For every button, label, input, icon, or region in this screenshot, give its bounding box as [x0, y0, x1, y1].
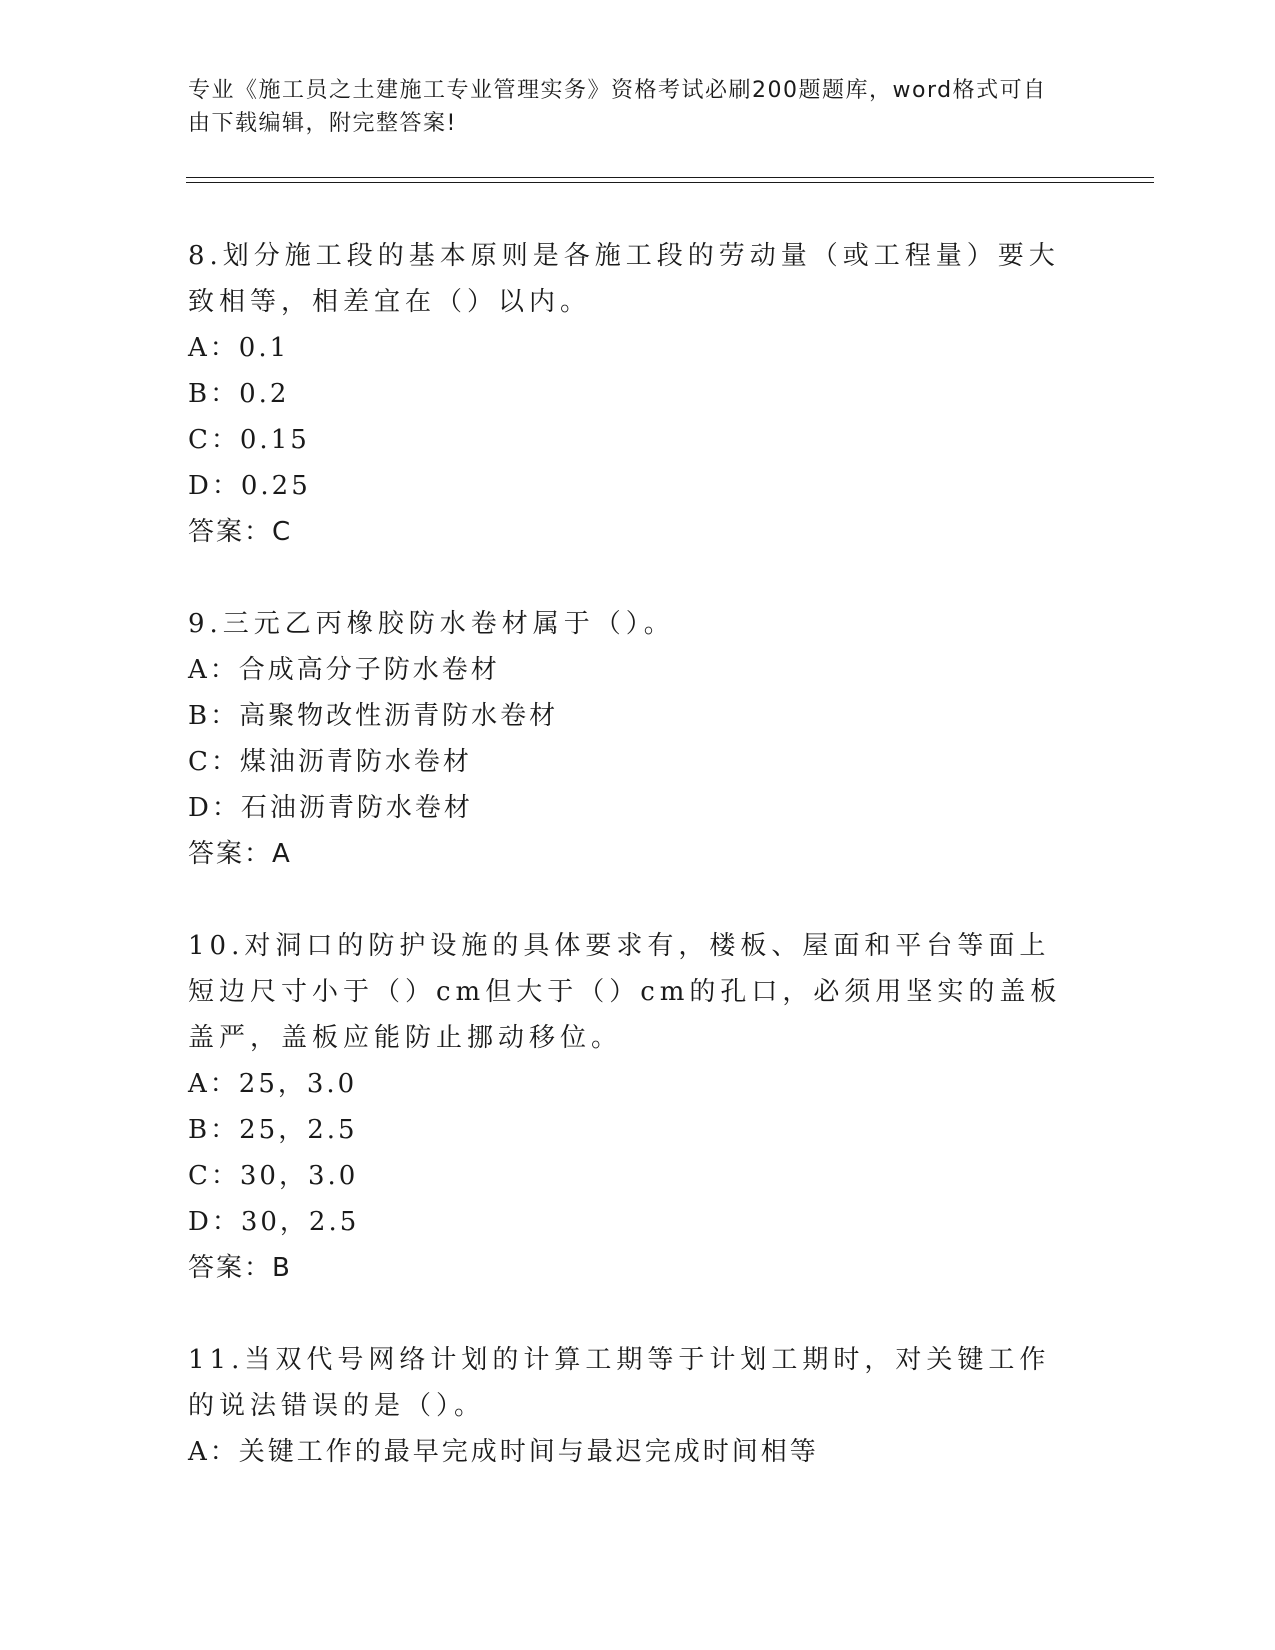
document-header: 专业《施工员之土建施工专业管理实务》资格考试必刷200题题库，word格式可自由下载编辑，附完整答案!	[188, 78, 1047, 136]
option-a: A：合成高分子防水卷材	[188, 655, 500, 685]
option-c: C：煤油沥青防水卷材	[188, 747, 472, 777]
option-b: B：高聚物改性沥青防水卷材	[188, 701, 559, 731]
option-a: A：0.1	[188, 333, 290, 363]
question-9	[188, 601, 1078, 877]
option-b: B：0.2	[188, 379, 290, 409]
header-divider-top	[186, 177, 1154, 178]
question-11	[188, 1337, 1078, 1475]
question-stem: 9.三元乙丙橡胶防水卷材属于（）。	[188, 609, 675, 639]
option-c: C：30，3.0	[188, 1161, 359, 1191]
question-stem: 11.当双代号网络计划的计算工期等于计划工期时，对关键工作的说法错误的是（）。	[188, 1345, 1051, 1421]
answer-line: 答案：B	[188, 1253, 292, 1283]
answer-line: 答案：A	[188, 839, 292, 869]
option-b: B：25，2.5	[188, 1115, 358, 1145]
option-d: D：石油沥青防水卷材	[188, 793, 473, 823]
option-c: C：0.15	[188, 425, 310, 455]
option-d: D：30，2.5	[188, 1207, 360, 1237]
option-a: A：25，3.0	[188, 1069, 358, 1099]
question-8	[188, 233, 1078, 555]
question-10	[188, 923, 1078, 1291]
option-d: D：0.25	[188, 471, 311, 501]
answer-line: 答案：C	[188, 517, 293, 547]
question-stem: 8.划分施工段的基本原则是各施工段的劳动量（或工程量）要大致相等，相差宜在（）以内。	[188, 241, 1060, 317]
question-list	[188, 233, 1078, 1521]
option-a: A：关键工作的最早完成时间与最迟完成时间相等	[188, 1437, 819, 1467]
header-divider-bottom	[186, 182, 1154, 183]
question-stem: 10.对洞口的防护设施的具体要求有，楼板、屋面和平台等面上短边尺寸小于（）cm但大于（）cm的孔口，必须用坚实的盖板盖严，盖板应能防止挪动移位。	[188, 931, 1062, 1053]
